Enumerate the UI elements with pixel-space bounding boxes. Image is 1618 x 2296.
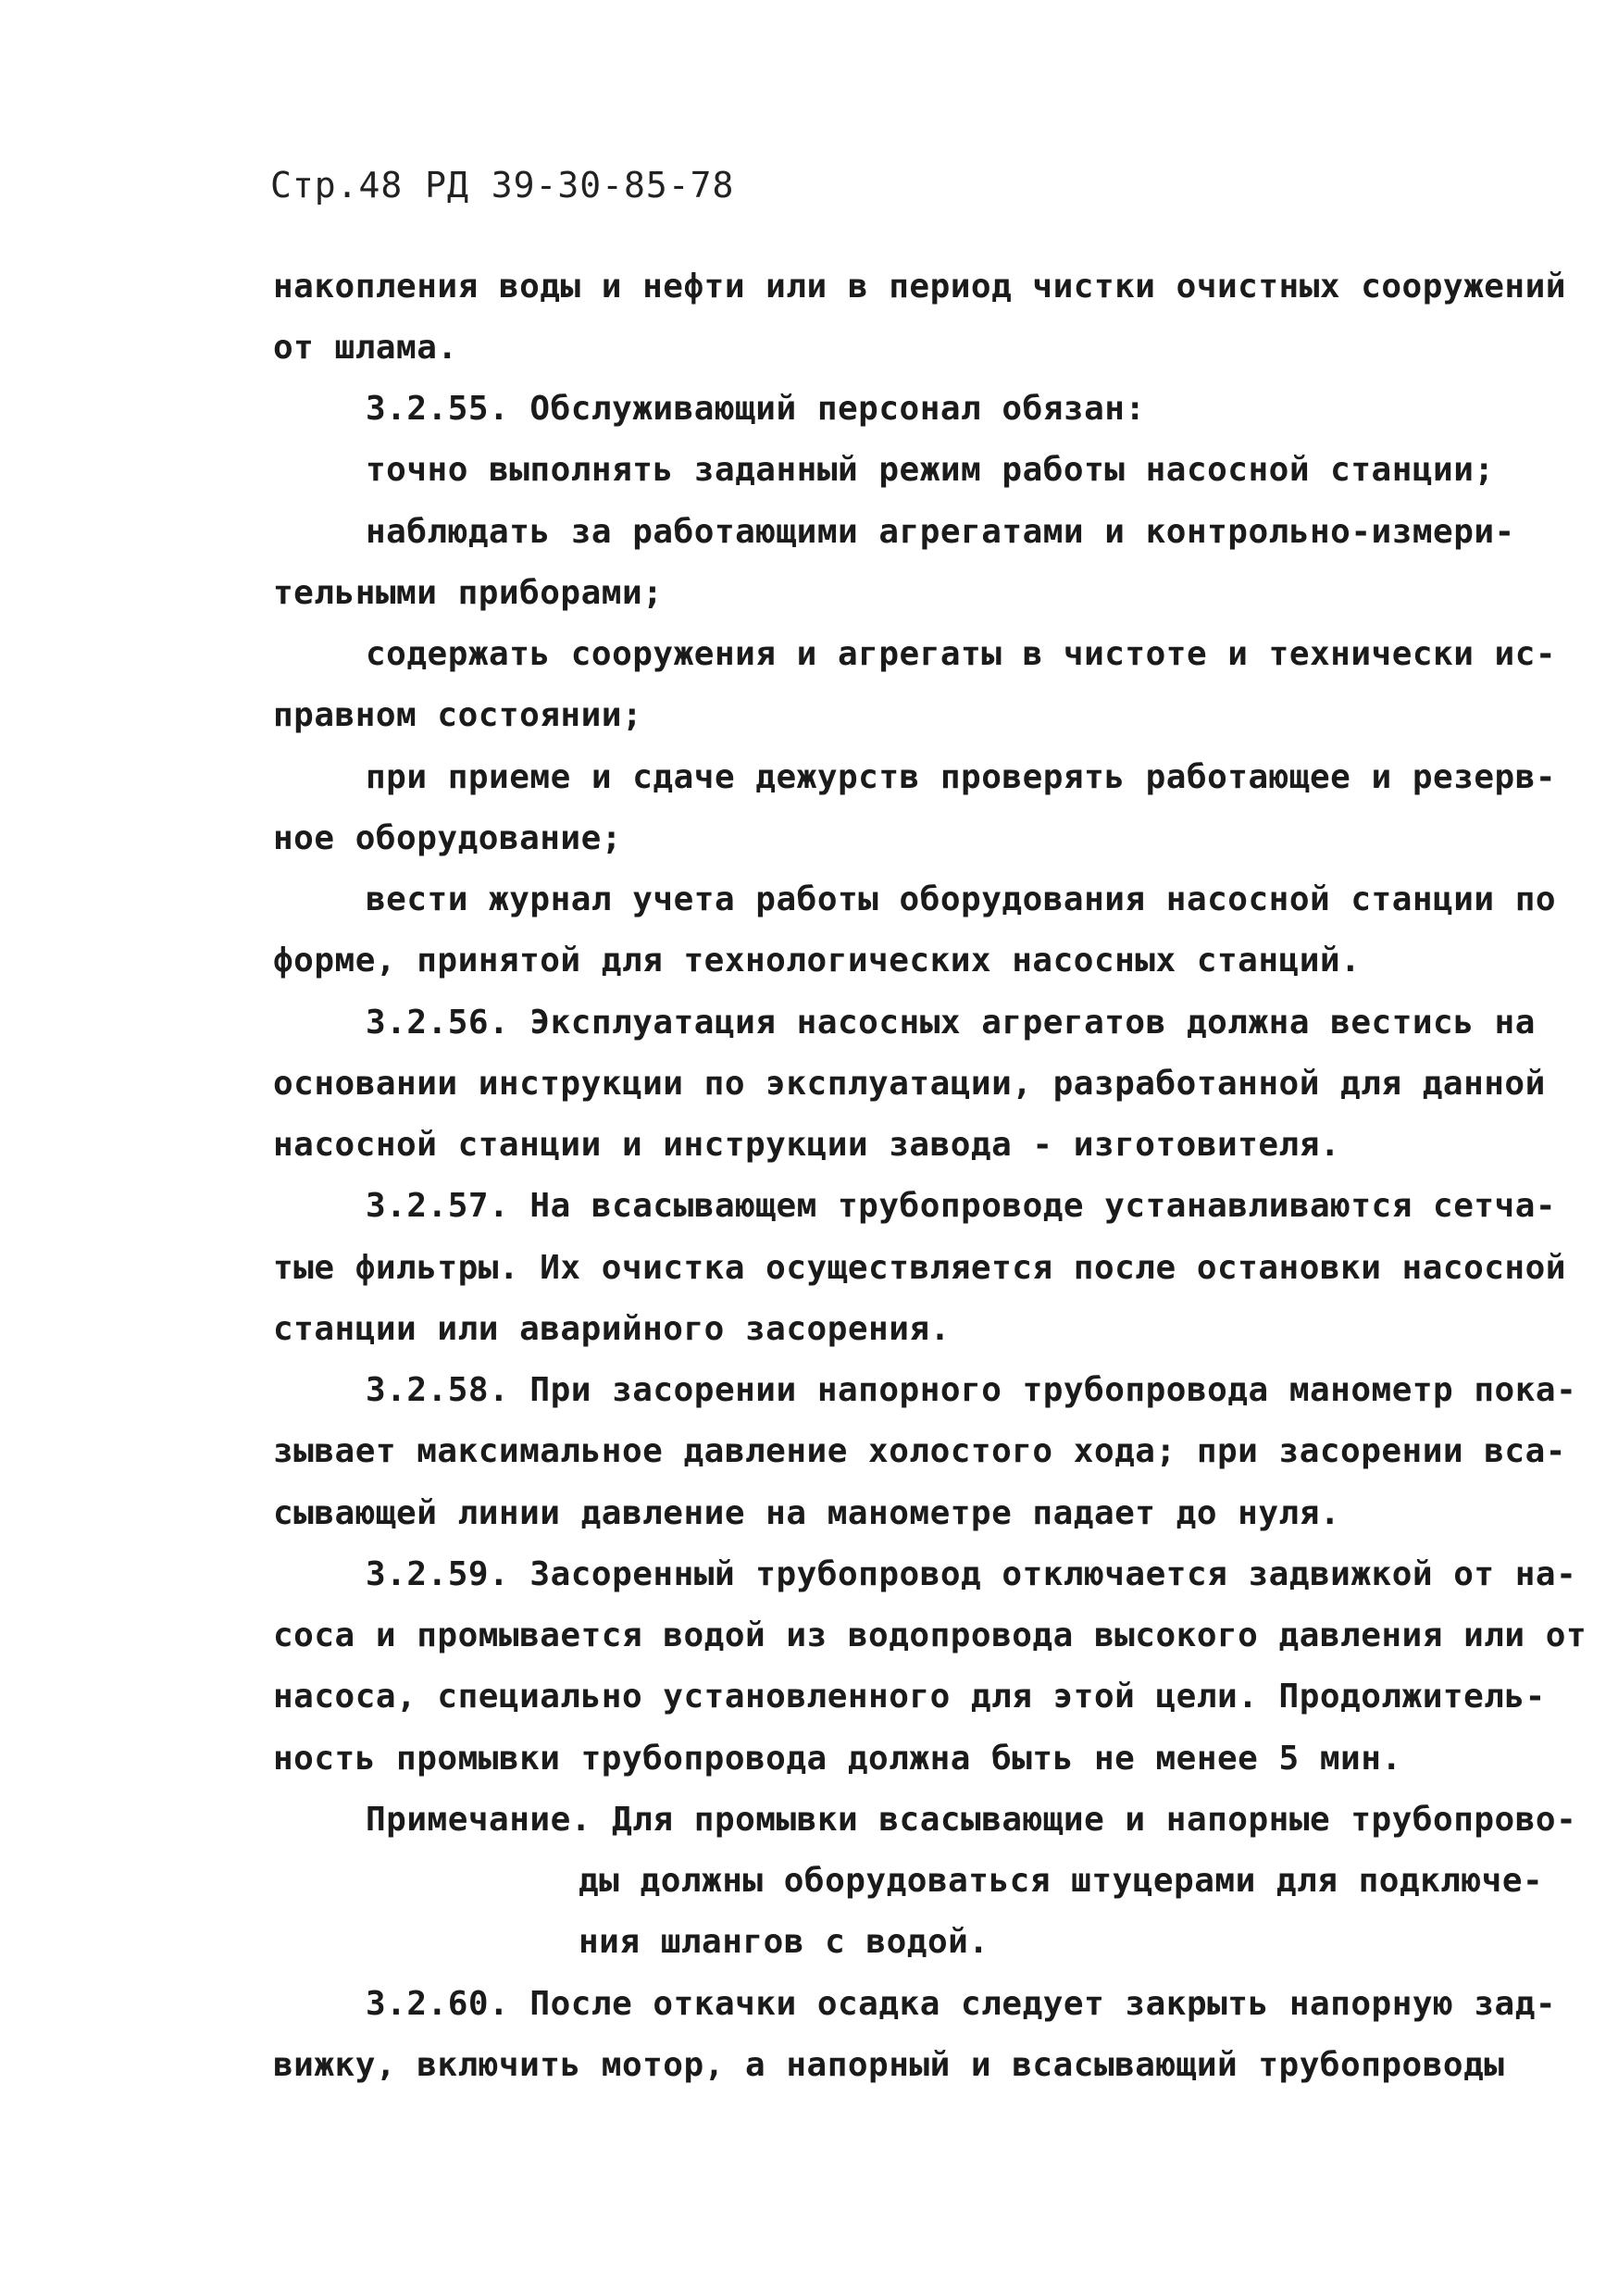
- text-line-4: точно выполнять заданный режим работы насосной станции;: [366, 451, 1495, 489]
- text-line-17: тые фильтры. Их очистка осуществляется после остановки насосной: [273, 1249, 1566, 1287]
- text-line-10: ное оборудование;: [273, 819, 622, 857]
- text-line-22: 3.2.59. Засоренный трубопровод отключается задвижкой от на-: [366, 1555, 1577, 1593]
- text-line-16: 3.2.57. На всасывающем трубопроводе устанавливаются сетча-: [366, 1187, 1557, 1225]
- text-line-12: форме, принятой для технологических насосных станций.: [273, 942, 1362, 980]
- page-header: Стр.48 РД 39-30-85-78: [270, 165, 735, 206]
- note-line-2: ды должны оборудоваться штуцерами для подключе-: [579, 1862, 1544, 1900]
- text-line-3: 3.2.55. Обслуживающий персонал обязан:: [366, 390, 1146, 428]
- text-line-1: накопления воды и нефти или в период чистки очистных сооружений: [273, 268, 1566, 306]
- text-line-7: содержать сооружения и агрегаты в чистоте и технически ис-: [366, 635, 1557, 673]
- text-line-25: ность промывки трубопровода должна быть не менее 5 мин.: [273, 1740, 1402, 1778]
- text-line-20: зывает максимальное давление холостого хода; при засорении вса-: [273, 1432, 1566, 1470]
- note-line-1: Примечание. Для промывки всасывающие и напорные трубопрово-: [366, 1801, 1577, 1839]
- text-line-2: от шлама.: [273, 329, 458, 367]
- text-line-8: правном состоянии;: [273, 696, 643, 734]
- text-line-11: вести журнал учета работы оборудования насосной станции по: [366, 880, 1557, 918]
- text-line-18: станции или аварийного засорения.: [273, 1310, 951, 1348]
- text-line-6: тельными приборами;: [273, 574, 664, 612]
- text-line-13: 3.2.56. Эксплуатация насосных агрегатов должна вестись на: [366, 1004, 1536, 1042]
- text-line-27: вижку, включить мотор, а напорный и всасывающий трубопроводы: [273, 2046, 1505, 2084]
- text-line-15: насосной станции и инструкции завода - изготовителя.: [273, 1126, 1341, 1164]
- text-line-26: 3.2.60. После откачки осадка следует закрыть напорную зад-: [366, 1985, 1557, 2023]
- text-line-5: наблюдать за работающими агрегатами и контрольно-измери-: [366, 513, 1515, 551]
- text-line-19: 3.2.58. При засорении напорного трубопровода манометр пока-: [366, 1371, 1577, 1409]
- text-line-23: соса и промывается водой из водопровода высокого давления или от: [273, 1616, 1587, 1654]
- text-line-9: при приеме и сдаче дежурств проверять работающее и резерв-: [366, 758, 1557, 796]
- text-line-24: насоса, специально установленного для этой цели. Продолжитель-: [273, 1678, 1546, 1716]
- text-line-14: основании инструкции по эксплуатации, разработанной для данной: [273, 1065, 1546, 1103]
- text-line-21: сывающей линии давление на манометре падает до нуля.: [273, 1494, 1341, 1532]
- note-line-3: ния шлангов с водой.: [579, 1923, 989, 1961]
